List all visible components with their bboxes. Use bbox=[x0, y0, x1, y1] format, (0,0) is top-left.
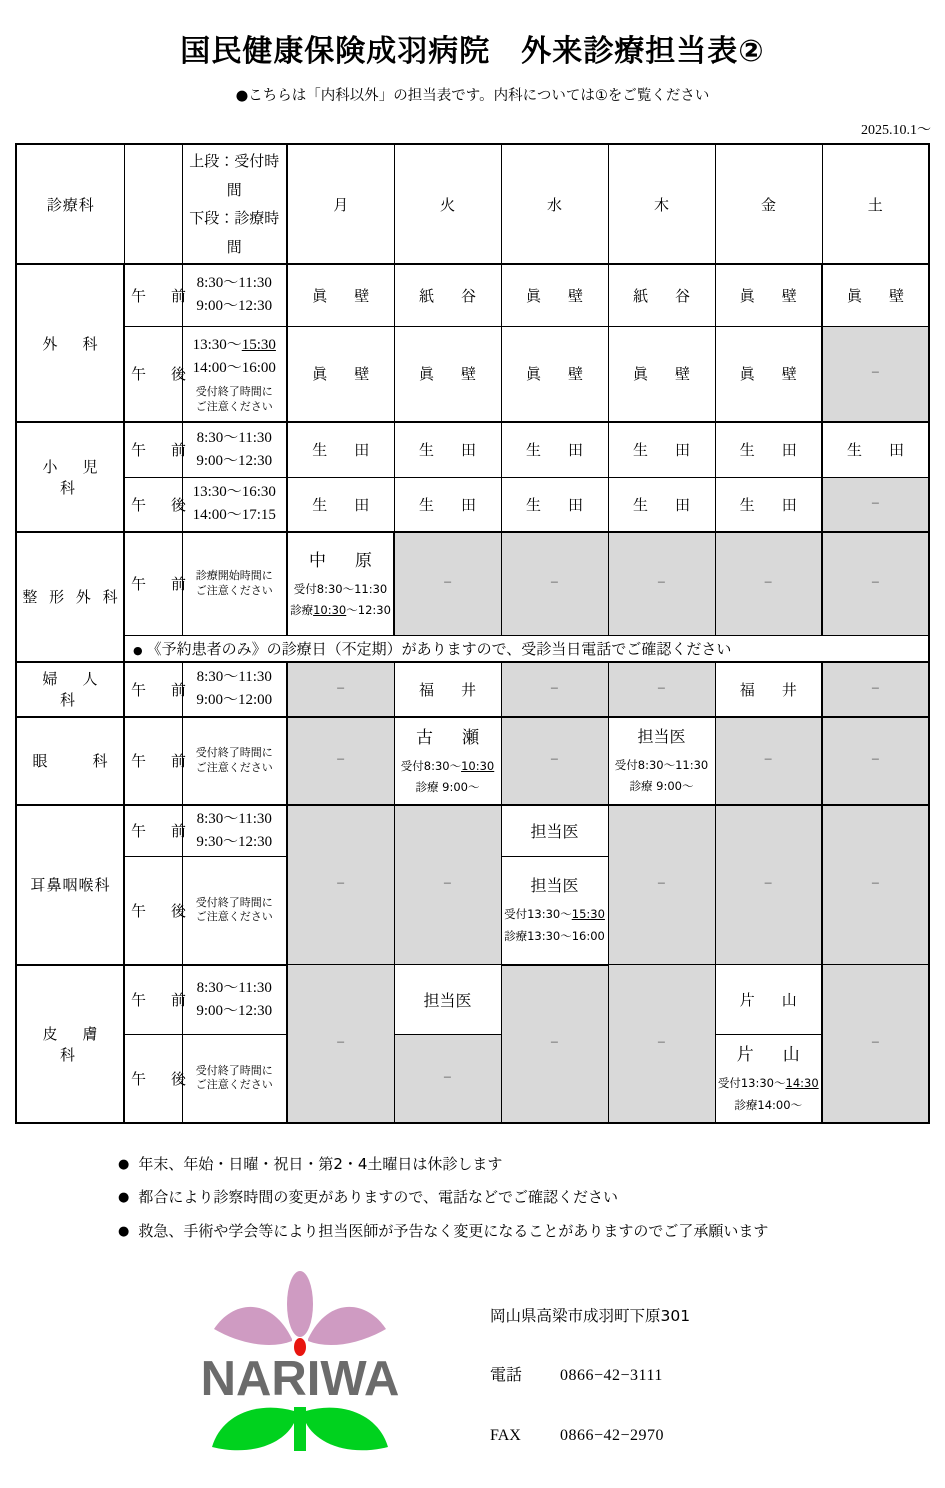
shonika-am-tue: 生 田 bbox=[394, 422, 501, 477]
geka-pm-wed: 眞 壁 bbox=[501, 326, 608, 422]
fujinka-am-wed: − bbox=[501, 662, 608, 717]
logo-wordmark: NARIWA bbox=[200, 1351, 400, 1406]
jibi-pm-wed-detail bbox=[503, 904, 607, 947]
hifuka-sat: − bbox=[822, 965, 929, 1123]
geka-pm-tue: 眞 壁 bbox=[394, 326, 501, 422]
jibi-am-time-2: 9:30〜12:30 bbox=[196, 833, 273, 850]
jibi-pm-wed bbox=[501, 857, 608, 965]
ganka-tue-detail-2: 診療 9:00〜 bbox=[415, 780, 480, 794]
hifuka-pm-fri-doctor: 片 山 bbox=[736, 1045, 806, 1065]
shonika-pm-wed: 生 田 bbox=[501, 477, 608, 532]
contact-fax bbox=[490, 1428, 690, 1444]
hifuka-am-time-2: 9:00〜12:30 bbox=[196, 1002, 273, 1019]
geka-am-time-1: 8:30〜11:30 bbox=[196, 275, 272, 291]
shonika-am-time-1: 8:30〜11:30 bbox=[196, 429, 272, 446]
geka-pm-time-1b: 15:30 bbox=[241, 336, 276, 353]
jibi-pm-warn-1: 受付終了時間に bbox=[195, 895, 273, 909]
geka-pm-time-1 bbox=[184, 334, 286, 357]
seikei-tue: − bbox=[394, 532, 501, 635]
jibi-pm-wed-doctor: 担当医 bbox=[530, 878, 579, 896]
row-seikei-note bbox=[16, 635, 929, 662]
header-ampm-blank bbox=[124, 144, 182, 264]
bullet-icon: ● bbox=[118, 1156, 130, 1172]
seikei-mon-detail-1: 受付8:30〜11:30 bbox=[293, 581, 388, 596]
jibi-am-wed: 担当医 bbox=[501, 805, 608, 857]
geka-pm-warn bbox=[184, 385, 286, 414]
row-shonika-am bbox=[16, 422, 929, 477]
ganka-am-sat: − bbox=[822, 717, 929, 805]
shonika-am-time-2: 9:00〜12:30 bbox=[196, 452, 273, 469]
hifuka-am-tue: 担当医 bbox=[394, 965, 501, 1035]
row-fujinka-am bbox=[16, 662, 929, 717]
seikei-mon-detail bbox=[289, 579, 392, 622]
contact-fax-number: 0866−42−2970 bbox=[560, 1427, 665, 1445]
dept-hifuka: 皮 膚 科 bbox=[16, 965, 124, 1123]
hifuka-pm-tue: − bbox=[394, 1035, 501, 1123]
jibi-am-label: 午 前 bbox=[124, 805, 182, 857]
hifuka-pm-label: 午 後 bbox=[124, 1035, 182, 1123]
geka-am-time-2: 9:00〜12:30 bbox=[196, 298, 273, 315]
fujinka-am-label: 午 前 bbox=[124, 662, 182, 717]
contact-tel bbox=[490, 1368, 690, 1384]
footer-note-2 bbox=[118, 1181, 945, 1215]
jibi-sat: − bbox=[822, 805, 929, 965]
footer-note-3-text: 救急、手術や学会等により担当医師が予告なく変更になることがありますのでご了承願います bbox=[138, 1222, 769, 1240]
row-shonika-pm bbox=[16, 477, 929, 532]
footer-identity bbox=[0, 1271, 945, 1488]
contact-tel-label: 電話 bbox=[490, 1367, 523, 1385]
jibi-pm-wed-detail-2: 診療13:30〜16:00 bbox=[504, 928, 605, 943]
geka-pm-time-1a: 13:30〜 bbox=[192, 336, 242, 353]
shonika-am-fri: 生 田 bbox=[715, 422, 822, 477]
hifuka-pm-fri-detail-1b: 14:30 bbox=[785, 1076, 819, 1091]
ganka-tue-detail-1a: 受付8:30〜 bbox=[400, 758, 462, 773]
hifuka-pm-fri-detail-1 bbox=[717, 1073, 821, 1094]
row-geka-pm bbox=[16, 326, 929, 422]
row-hifuka-am bbox=[16, 965, 929, 1035]
contact-tel-number: 0866−42−3111 bbox=[560, 1367, 663, 1385]
footer-note-3 bbox=[118, 1215, 945, 1249]
hifuka-thu: − bbox=[608, 965, 715, 1123]
ganka-tue-doctor: 古 瀬 bbox=[416, 727, 485, 747]
header-time-note bbox=[182, 144, 287, 264]
geka-pm-label: 午 後 bbox=[124, 326, 182, 422]
header-day-tue: 火 bbox=[394, 144, 501, 264]
hifuka-wed: − bbox=[501, 965, 608, 1123]
ganka-thu-detail-2: 診療 9:00〜 bbox=[629, 779, 694, 793]
jibi-mon: − bbox=[287, 805, 394, 965]
jibi-fri: − bbox=[715, 805, 822, 965]
ganka-am-tue bbox=[394, 717, 501, 805]
fujinka-am-fri: 福 井 bbox=[715, 662, 822, 717]
seikei-reservation-note bbox=[124, 635, 929, 662]
seikei-thu: − bbox=[608, 532, 715, 635]
ganka-tue-detail-1b: 10:30 bbox=[461, 758, 495, 773]
header-day-thu: 木 bbox=[608, 144, 715, 264]
ganka-thu-detail bbox=[610, 755, 714, 798]
nariwa-flower-icon bbox=[200, 1271, 400, 1456]
header-day-fri: 金 bbox=[715, 144, 822, 264]
geka-am-wed: 眞 壁 bbox=[501, 264, 608, 326]
hifuka-pm-warn-1: 受付終了時間に bbox=[195, 1063, 273, 1077]
ganka-thu-doctor: 担当医 bbox=[637, 728, 686, 746]
geka-pm-mon: 眞 壁 bbox=[287, 326, 394, 422]
shonika-pm-thu: 生 田 bbox=[608, 477, 715, 532]
seikei-wed: − bbox=[501, 532, 608, 635]
jibi-pm-warn-2: ご注意ください bbox=[195, 910, 273, 924]
seikei-am-label: 午 前 bbox=[124, 532, 182, 635]
row-geka-am bbox=[16, 264, 929, 326]
footer-note-1-text: 年末、年始・日曜・祝日・第2・4土曜日は休診します bbox=[138, 1154, 503, 1173]
table-header-row bbox=[16, 144, 929, 264]
fujinka-am-time-1: 8:30〜11:30 bbox=[196, 668, 272, 685]
geka-pm-warn-2: ご注意ください bbox=[195, 399, 273, 413]
ganka-am-thu bbox=[608, 717, 715, 805]
dept-ganka: 眼 科 bbox=[16, 717, 124, 805]
ganka-am-fri: − bbox=[715, 717, 822, 805]
seikei-mon-doctor: 中 原 bbox=[309, 550, 378, 570]
shonika-pm-fri: 生 田 bbox=[715, 477, 822, 532]
shonika-am-thu: 生 田 bbox=[608, 422, 715, 477]
hifuka-pm-warn-2: ご注意ください bbox=[195, 1078, 273, 1092]
header-day-mon: 月 bbox=[287, 144, 394, 264]
header-time-note-bottom: 下段：診療時間 bbox=[189, 209, 280, 256]
geka-am-mon: 眞 壁 bbox=[287, 264, 394, 326]
geka-am-thu: 紙 谷 bbox=[608, 264, 715, 326]
seikei-warn-2: ご注意ください bbox=[195, 583, 273, 597]
shonika-am-label: 午 前 bbox=[124, 422, 182, 477]
ganka-am-mon: − bbox=[287, 717, 394, 805]
hifuka-pm-fri bbox=[715, 1035, 822, 1123]
fujinka-am-sat: − bbox=[822, 662, 929, 717]
shonika-am-wed: 生 田 bbox=[501, 422, 608, 477]
dept-jibi: 耳鼻咽喉科 bbox=[16, 805, 124, 965]
jibi-am-time-1: 8:30〜11:30 bbox=[196, 810, 272, 827]
geka-pm-thu: 眞 壁 bbox=[608, 326, 715, 422]
ganka-tue-detail-1 bbox=[396, 756, 500, 777]
header-dept-label: 診療科 bbox=[16, 144, 124, 264]
ganka-thu-detail-1: 受付8:30〜11:30 bbox=[614, 757, 709, 772]
ganka-warn-1: 受付終了時間に bbox=[195, 746, 273, 760]
footer-notes bbox=[0, 1148, 945, 1249]
jibi-tue: − bbox=[394, 805, 501, 965]
shonika-pm-label: 午 後 bbox=[124, 477, 182, 532]
fujinka-am-thu: − bbox=[608, 662, 715, 717]
header-day-wed: 水 bbox=[501, 144, 608, 264]
bullet-icon: ● bbox=[118, 1224, 130, 1239]
geka-pm-sat: − bbox=[822, 326, 929, 422]
jibi-pm-warn bbox=[182, 857, 287, 965]
geka-am-time bbox=[182, 264, 287, 326]
fujinka-am-tue: 福 井 bbox=[394, 662, 501, 717]
ganka-tue-detail bbox=[396, 756, 500, 799]
hifuka-am-time-1: 8:30〜11:30 bbox=[196, 979, 272, 996]
seikei-fri: − bbox=[715, 532, 822, 635]
footer-note-1 bbox=[118, 1148, 945, 1182]
bullet-icon: ● bbox=[133, 643, 143, 657]
geka-am-label: 午 前 bbox=[124, 264, 182, 326]
shonika-pm-time-2: 14:00〜17:15 bbox=[192, 507, 276, 524]
jibi-am-time bbox=[182, 805, 287, 857]
seikei-sat: − bbox=[822, 532, 929, 635]
row-hifuka-pm bbox=[16, 1035, 929, 1123]
seikei-warn-1: 診療開始時間に bbox=[195, 569, 273, 583]
jibi-pm-label: 午 後 bbox=[124, 857, 182, 965]
page-title: 国民健康保険成羽病院 外来診療担当表② bbox=[180, 34, 765, 69]
hifuka-am-time bbox=[182, 965, 287, 1035]
shonika-pm-sat: − bbox=[822, 477, 929, 532]
row-ganka-am bbox=[16, 717, 929, 805]
geka-am-fri: 眞 壁 bbox=[715, 264, 822, 326]
contact-info bbox=[490, 1271, 690, 1488]
fujinka-am-time-2: 9:00〜12:00 bbox=[196, 692, 273, 708]
hospital-logo bbox=[150, 1271, 450, 1456]
geka-pm-fri: 眞 壁 bbox=[715, 326, 822, 422]
shonika-am-time bbox=[182, 422, 287, 477]
schedule-table-wrap bbox=[0, 143, 945, 1124]
geka-am-tue: 紙 谷 bbox=[394, 264, 501, 326]
geka-pm-warn-1: 受付終了時間に bbox=[195, 385, 273, 399]
fujinka-am-mon: − bbox=[287, 662, 394, 717]
bullet-icon: ● bbox=[118, 1190, 130, 1206]
page-subtitle: ●こちらは「内科以外」の担当表です。内科については①をご覧ください bbox=[235, 88, 710, 104]
ganka-am-label: 午 前 bbox=[124, 717, 182, 805]
geka-am-sat: 眞 壁 bbox=[822, 264, 929, 326]
geka-pm-time-2: 14:00〜16:00 bbox=[192, 359, 276, 376]
ganka-am-wed: − bbox=[501, 717, 608, 805]
footer-note-2-text: 都合により診察時間の変更がありますので、電話などでご確認ください bbox=[138, 1188, 619, 1207]
seikei-mon bbox=[287, 532, 394, 635]
jibi-pm-wed-detail-1 bbox=[503, 904, 607, 925]
jibi-pm-wed-detail-1b: 15:30 bbox=[571, 907, 605, 922]
contact-fax-label: FAX bbox=[490, 1427, 521, 1445]
seikei-am-warn bbox=[182, 532, 287, 635]
schedule-table bbox=[15, 143, 930, 1124]
header-day-sat: 土 bbox=[822, 144, 929, 264]
seikei-mon-detail-2b: 10:30 bbox=[313, 603, 347, 618]
seikei-mon-detail-2c: 〜12:30 bbox=[346, 603, 391, 618]
fujinka-am-time bbox=[182, 662, 287, 717]
hifuka-am-label: 午 前 bbox=[124, 965, 182, 1035]
ganka-warn-2: ご注意ください bbox=[195, 760, 273, 774]
seikei-mon-detail-2 bbox=[289, 600, 392, 621]
jibi-pm-wed-detail-1a: 受付13:30〜 bbox=[504, 907, 572, 922]
hifuka-pm-warn bbox=[182, 1035, 287, 1123]
shonika-am-mon: 生 田 bbox=[287, 422, 394, 477]
hifuka-am-fri: 片 山 bbox=[715, 965, 822, 1035]
row-seikei-am bbox=[16, 532, 929, 635]
shonika-am-sat: 生 田 bbox=[822, 422, 929, 477]
shonika-pm-mon: 生 田 bbox=[287, 477, 394, 532]
hifuka-mon: − bbox=[287, 965, 394, 1123]
dept-shonika: 小 児 科 bbox=[16, 422, 124, 532]
shonika-pm-time bbox=[182, 477, 287, 532]
contact-address: 岡山県高梁市成羽町下原301 bbox=[490, 1306, 691, 1325]
hifuka-pm-fri-detail bbox=[717, 1073, 821, 1116]
ganka-am-warn bbox=[182, 717, 287, 805]
seikei-note-text: 《予約患者のみ》の診療日（不定期）がありますので、受診当日電話でご確認ください bbox=[146, 639, 732, 658]
hifuka-pm-fri-detail-2: 診療14:00〜 bbox=[734, 1097, 803, 1112]
dept-fujinka: 婦 人 科 bbox=[16, 662, 124, 717]
header-time-note-top: 上段：受付時間 bbox=[189, 152, 280, 199]
dept-geka: 外 科 bbox=[16, 264, 124, 422]
geka-pm-time bbox=[182, 326, 287, 422]
seikei-mon-detail-2a: 診療 bbox=[290, 603, 314, 618]
effective-date: 2025.10.1〜 bbox=[861, 123, 931, 138]
jibi-thu: − bbox=[608, 805, 715, 965]
dept-seikei: 整 形 外 科 bbox=[16, 532, 124, 662]
hifuka-pm-fri-detail-1a: 受付13:30〜 bbox=[717, 1076, 786, 1091]
row-jibi-am bbox=[16, 805, 929, 857]
shonika-pm-tue: 生 田 bbox=[394, 477, 501, 532]
shonika-pm-time-1: 13:30〜16:30 bbox=[192, 484, 276, 500]
